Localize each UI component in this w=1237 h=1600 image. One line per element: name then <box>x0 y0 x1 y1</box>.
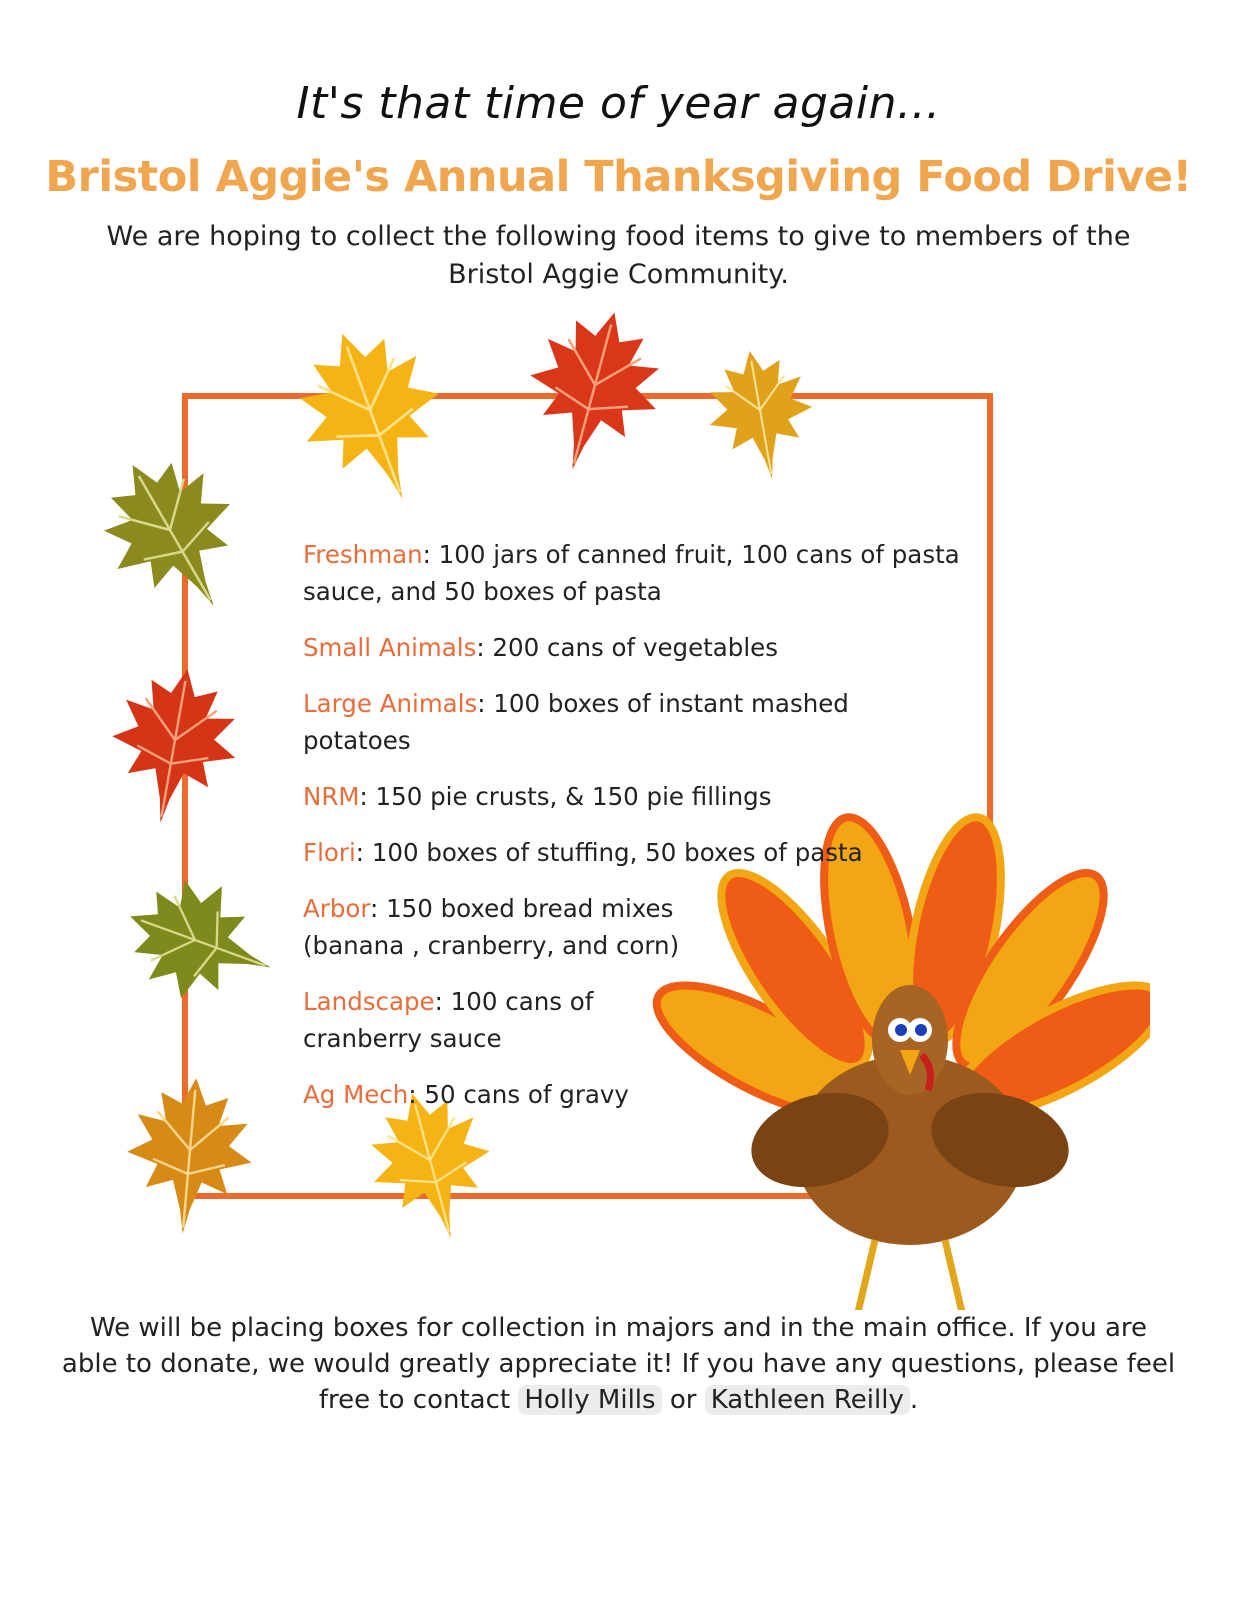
maple-leaf-icon <box>80 433 270 639</box>
list-item <box>303 983 633 1057</box>
major-name: Landscape <box>303 987 435 1016</box>
item-text: : 100 boxes of stuffing, 50 boxes of pasta <box>355 838 863 867</box>
list-item <box>303 890 743 964</box>
maple-leaf-icon <box>698 342 823 488</box>
footer-joiner: or <box>669 1385 697 1415</box>
item-text: : 100 boxes of instant mashed potatoes <box>303 689 849 755</box>
list-item <box>303 536 963 610</box>
item-text: : 100 jars of canned fruit, 100 cans of pasta sauce, and 50 boxes of pasta <box>303 540 960 606</box>
major-name: Flori <box>303 838 356 867</box>
footer-text <box>60 1310 1177 1418</box>
donation-list <box>303 536 963 1132</box>
intro-text: We are hoping to collect the following food items to give to members of the Bristol Aggie Community. <box>106 221 1131 290</box>
item-text: : 50 cans of gravy <box>408 1080 629 1109</box>
list-item <box>303 1076 963 1113</box>
page-title: Bristol Aggie's Annual Thanksgiving Food Drive! <box>45 152 1192 202</box>
list-item <box>303 629 963 666</box>
item-text: : 200 cans of vegetables <box>476 633 778 662</box>
major-name: Freshman <box>303 540 423 569</box>
list-item <box>303 834 963 871</box>
item-text: : 150 boxed bread mixes (banana , cranberry, and corn) <box>303 894 680 960</box>
footer-end: . <box>909 1385 919 1415</box>
maple-leaf-icon <box>99 658 249 833</box>
item-text: : 100 cans of cranberry sauce <box>303 987 594 1053</box>
maple-leaf-icon <box>276 310 468 523</box>
major-name: Arbor <box>303 894 371 923</box>
list-item <box>303 778 963 815</box>
item-text: : 150 pie crusts, & 150 pie fillings <box>359 782 772 811</box>
maple-leaf-icon <box>110 860 291 1024</box>
contact-chip-holly[interactable]: Holly Mills <box>518 1385 661 1415</box>
major-name: Large Animals <box>303 689 478 718</box>
maple-leaf-icon <box>121 1073 259 1239</box>
contact-chip-kathleen[interactable]: Kathleen Reilly <box>705 1385 910 1415</box>
major-name: NRM <box>303 782 360 811</box>
tagline: It's that time of year again... <box>296 78 941 129</box>
footer-body: We will be placing boxes for collection in majors and in the main office. If you are able to donate, we would greatly appreciate it! If you have any questions, please feel free to contact <box>61 1313 1176 1415</box>
major-name: Small Animals <box>303 633 477 662</box>
list-item <box>303 685 963 759</box>
major-name: Ag Mech <box>303 1080 409 1109</box>
